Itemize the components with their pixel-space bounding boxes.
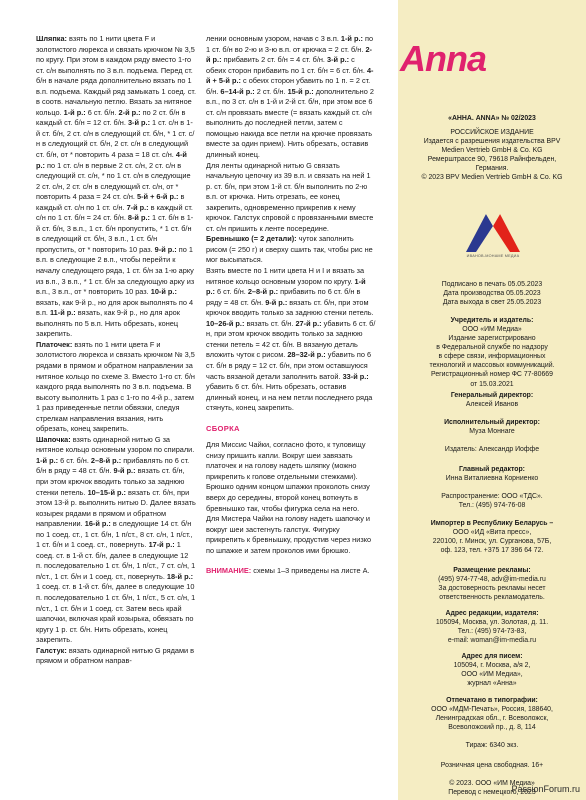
instruction-label: Бревнышко (= 2 детали): (206, 234, 297, 244)
instruction-text: чуток заполнить рисом (= 250 г) и сверху сшить так, чтобы рис не мог высыпаться. (206, 234, 373, 265)
instruction-label: 17-й р.: (148, 540, 175, 550)
instruction-text: вязать ст. б/н, при этом крючок вводить только за заднюю стенки петель. (36, 466, 185, 497)
instruction-text: вязать ст. б/н, при этом 13-й р. выполнить нитью D. Далее вязать козырек рядами в прямом и обратном направлении. (36, 487, 196, 529)
imprint-block (398, 566, 586, 575)
instruction-text: 6 ст. б/н. (58, 455, 91, 465)
instruction-label: 18-й р.: (166, 571, 194, 581)
imprint-block (398, 492, 586, 510)
instruction-text: убавить 6 ст. б/н, при этом крючок вводить только за заднюю стенки петель = 42 ст. б/н. В вязаную деталь вложить чуток с рисом. (206, 318, 376, 360)
imprint-line: Германия. (475, 165, 509, 173)
imprint-block (398, 391, 586, 400)
instruction-text: взять одинарной нитью G за нитяное кольцо основным узором по спирали. (36, 434, 195, 455)
imprint-line: Издается с разрешения издательства BPV (423, 138, 561, 146)
instruction-text: Для Миссис Чайки, согласно фото, к туловищу снизу пришить капли. Вокруг шеи завязать платочек и на голову надеть шляпку (можно прикрепить к голове отдельными стежками). Брюшко одним концом шпажки проколоть снизу вверх до середины, второй конец воткнуть в бревнышко так, чтобы фигурка села на него. (206, 440, 370, 513)
instruction-label: Платочек: (36, 339, 73, 349)
instruction-text: 1 соед. ст. в 1-й ст. б/н, далее в следующие 10 п. последовательно 1 ст. б/н, 1 п/ст., 5 ст. с/н, 1 п/ст., 1 ст. б/н и 1 соед. ст. Затем весь край шапочки, включая край козырька, обвязать по кругу 1 р. ст. б/н. Нить обрезать, конец закрепить. (36, 582, 196, 645)
instruction-paragraph (206, 234, 376, 266)
instruction-text: 1 ст. с/н в 1-й ст. б/н, 2 ст. с/н в следующий ст. б/н, * 1 ст. с/н в следующий ст. б/н, 2 ст. с/н в следующий ст. б/н, от * повторить 4 раза = 18 ст. с/н. (36, 118, 195, 160)
imprint-line: Муза Моннаге (469, 428, 515, 435)
imprint-line: в сфере связи, информационных (438, 353, 546, 361)
instruction-label: 28–32-й р.: (287, 350, 326, 360)
instruction-text: 1 ст. б/н в 1-й ст. б/н, 3 в.п., 1 ст. б/н пропустить, * 1 ст. б/н в следующий ст. б/н, 3 в.п., 1 ст. б/н пропустить, от * повторить 10 раз. (36, 213, 194, 254)
instruction-label: Галстук: (36, 645, 67, 655)
instruction-text: по 1 в.п. в следующие 2 в.п., чтобы перейти к началу следующего ряда, 1 ст. б/н за 1-ю арку из в.п., 3 в.п., * 1 ст. б/н за следующую арку из в.п., 3 в.п., от * повторить 10 раз. (36, 244, 195, 297)
instruction-text: Взять вместе по 1 нити цвета H и I и вязать за нитяное кольцо основным узором по кругу. (206, 266, 365, 286)
imprint-line: Подписано в печать 05.05.2023 (441, 281, 543, 288)
instruction-label: 16-й р.: (84, 519, 111, 529)
instruction-label: 5-й + 6-й р.: (136, 192, 179, 202)
instruction-paragraph (36, 34, 196, 340)
instruction-text: вязать, как 9-й р., но для арок выполнять по 4 в.п. (36, 297, 194, 318)
instruction-label: 8-й р.: (127, 213, 150, 223)
instruction-text: с обеих сторон убавить по 1 п. = 2 ст. б/н. (206, 76, 371, 96)
imprint-line: журнал «Анна» (467, 680, 517, 688)
instruction-text: по 1 ст. с/н в первые 2 ст. с/н, 2 ст. с/н в следующий ст. с/н, * по 1 ст. с/н в следующие 2 ст. с/н, 2 ст. с/н в следующий ст. с/н, от * повторить 4 раза = 24 ст. с/н. (36, 160, 191, 202)
instruction-paragraph (206, 514, 376, 556)
imprint-line: ООО «ИМ Медиа» (462, 326, 522, 333)
instruction-label: 7-й р.: (126, 202, 149, 212)
imprint-block (398, 741, 586, 750)
imprint-line: Учредитель и издатель: (450, 317, 534, 324)
imprint-line: 105094, Москва, ул. Золотая, д. 11. (435, 619, 549, 626)
instruction-label: 4-й р.: (36, 150, 187, 170)
instruction-label: 2-й р.: (206, 44, 372, 65)
imprint-line: Тираж: 6340 экз. (465, 742, 519, 749)
instruction-label: 1-й р.: (340, 34, 363, 43)
instruction-text: убавить по 6 ст. б/н в ряду = 12 ст. б/н, при этом оставшуюся часть вязаной детали заполнить ватой. (206, 350, 372, 381)
instruction-text: по 1 ст. б/н во 2-ю и 3-ю в.п. от крючка = 2 ст. б/н. (206, 34, 374, 54)
imprint-block (398, 661, 586, 688)
imprint-block (398, 474, 586, 483)
imprint-line: Регистрационный номер ФС 77-80669 (431, 371, 553, 379)
imprint-line: Издание зарегистрировано (448, 335, 536, 343)
section-title-assembly: СБОРКА (206, 423, 240, 433)
instruction-text: 6 ст. б/н. (214, 287, 248, 297)
imprint-line: ООО «МДМ-Печать», Россия, 188640, (431, 706, 553, 713)
instruction-text: 2 ст. б/н. (254, 86, 288, 96)
instruction-text: взять по 1 нити цвета F и золотистого люрекса и связать крючком № 3,5 по кругу. При этом в каждом ряду вместо 1-го ст. с/н выполнять по 3 в.п. подъема. Перед ст. б/н в начале ряда дополнительно вязать по 1 в.п. подъема. Каждый ряд замыкать 1 соед. ст. в соотв. начальную петлю. Вязать за нитяное кольцо. (36, 34, 197, 117)
instruction-label: 10–26-й р.: (206, 318, 245, 328)
instruction-text: вязать ст. б/н. (244, 318, 296, 328)
imprint-line: от 15.03.2021 (470, 380, 514, 388)
imprint-line: © 2023 BPV Medien Vertrieb GmbH & Co. KG (421, 174, 563, 182)
instruction-paragraph (206, 34, 376, 161)
instruction-text: по 2 ст. б/н в каждый ст. б/н = 12 ст. б/н. (36, 107, 186, 128)
imprint-line: Алексей Иванов (465, 401, 519, 408)
instructions-part-b (206, 440, 376, 556)
imprint-line: Исполнительный директор: (444, 419, 540, 426)
imprint-line: Всеволожский пр., д. 8, 114 (448, 724, 536, 732)
imprint-block (398, 418, 586, 427)
instruction-paragraph (36, 435, 196, 646)
instruction-label: Шляпка: (36, 34, 67, 43)
instruction-paragraph (206, 161, 376, 235)
imprint-block (398, 465, 586, 474)
instruction-label: 3-й р.: (127, 118, 151, 128)
instruction-text: убавить 6 ст. б/н. Нить обрезать, оставив длинный конец, и на нем петли последнего ряда стянуть, конец закрепить. (206, 382, 373, 413)
imprint-line: Отпечатано в типографии: (446, 697, 538, 704)
imprint-line: e-mail: woman@im-media.ru (447, 637, 537, 645)
imprint-block (398, 528, 586, 555)
instruction-label: Шапочка: (36, 434, 71, 444)
imprint-line: (495) 974-77-48, adv@im-media.ru (438, 576, 546, 583)
instruction-text: в каждый ст. с/н по 1 ст. б/н = 24 ст. б/н. (36, 202, 193, 223)
imprint-line: РОССИЙСКОЕ ИЗДАНИЕ (450, 129, 534, 136)
imprint-line: Тел.: (495) 974-76-08 (458, 502, 526, 510)
instruction-paragraph (206, 440, 376, 514)
imprint-line: 220100, г. Минск, ул. Сурганова, 57Б, (432, 538, 552, 546)
instruction-text: лении основным узором, начав с 3 в.п. (206, 34, 341, 43)
instruction-label: 1-й р.: (63, 107, 86, 117)
instruction-text: вязать одинарной нитью G рядами в прямом и обратном направ- (36, 645, 195, 666)
instructions-column-1 (36, 34, 196, 667)
instruction-text: прибавлять по 6 ст. б/н в ряду = 48 ст. б/н. (36, 455, 190, 476)
site-watermark: PassionForum.ru (511, 784, 580, 794)
imprint-block (398, 128, 586, 183)
imprint-line: Издатель: Александр Иоффе (444, 446, 540, 453)
imprint-line: Дата производства 05.05.2023 (443, 290, 541, 298)
imprint-line: Распространение: ООО «ТДС». (441, 493, 543, 500)
imprint-line: Импортер в Республику Беларусь – (430, 520, 554, 527)
note-paragraph (206, 566, 376, 577)
imprint-block (398, 114, 586, 123)
instruction-label: 3-й р.: (327, 55, 350, 65)
instruction-label: 1-й р.: (36, 455, 59, 465)
anna-logo: Anna (400, 38, 486, 79)
imprint-line: в Федеральной службе по надзору (436, 344, 548, 352)
imprint-block (398, 575, 586, 602)
instruction-label: 9-й р.: (113, 466, 136, 476)
instruction-text: в следующие 14 ст. б/н по 1 соед. ст., 1 ст. б/н, 1 п/ст., 8 ст. с/н, 1 п/ст., 1 ст. б/н и 1 соед. ст., повернуть. (36, 519, 193, 550)
imprint-line: Адрес редакции, издателя: (445, 610, 539, 617)
instruction-paragraph (36, 340, 196, 435)
imprint-block (398, 618, 586, 645)
instruction-label: 2-й р.: (118, 107, 141, 117)
imprint-block (398, 445, 586, 454)
emblem-caption: ИВАНОВ-МОНАМЕ МЕДИА (466, 254, 520, 258)
imprint-line: Адрес для писем: (461, 653, 523, 660)
instruction-label: 2–8-й р.: (90, 455, 122, 465)
imprint-line: технологий и массовых коммуникаций. (429, 362, 555, 370)
instruction-label: 4-й + 5-й р.: (206, 65, 374, 86)
instruction-label: 6–14-й р.: (220, 86, 255, 96)
instruction-label: 10-й р.: (150, 287, 177, 297)
imprint-line: оф. 123, тел. +375 17 396 64 72. (440, 547, 544, 555)
imprint-line: Размещение рекламы: (453, 567, 531, 574)
instruction-text: 1 соед. ст. в 1-й ст. б/н, далее в следующие 12 п. последовательно 1 ст. б/н, 1 п/ст., 7 ст. с/н, 1 п/ст., 1 ст. б/н и 1 соед. ст., повернуть. (36, 540, 196, 581)
emblem-red-shape (493, 214, 520, 252)
imprint-line: Medien Vertrieb GmbH & Co. KG (441, 147, 543, 155)
instruction-text: взять по 1 нити цвета F и золотистого люрекса и связать крючком № 3,5 рядами в прямом и обратном направлении за нитяное кольцо по схеме 3. Вместо 1-го ст. б/н каждого ряда выполнять по 3 в.п. подъема. В высоту выполнить 1 раз с 1-го по 4-й р., затем 1 раз приведенные петли обвязки, следуя стрелкам направления вязания, нить обрезать, конец закрепить. (36, 339, 195, 434)
imprint-sidebar (398, 0, 586, 800)
imprint-line: Дата выхода в свет 25.05.2023 (442, 299, 542, 307)
instruction-text: Для Мистера Чайки на голову надеть шапочку и вокруг шеи застегнуть галстук. Фигурку прикрепить к бревнышку, продустив через низко по шпажке и затем проколов ими брюшко. (206, 514, 372, 555)
instruction-label: 11-й р.: (50, 308, 76, 318)
note-text: схемы 1–3 приведены на листе А. (251, 566, 370, 576)
imprint-line: ООО «ИМ Медиа», (461, 671, 523, 679)
instruction-label: 2–8-й р.: (247, 287, 279, 297)
instruction-text: в каждый ст. с/н по 1 ст. с/н. (36, 192, 185, 212)
imprint-block (398, 761, 586, 770)
imprint-line: Тел.: (495) 974-73-83, (457, 628, 527, 636)
instruction-text: вязать, как 9-й р., но для арок выполнять по 5 в.п. Нить обрезать, конец закрепить. (36, 308, 180, 339)
imprint-line: 105094, г. Москва, а/я 2, (453, 662, 531, 669)
imprint-line: Перевод с немецкого, 2023 (448, 789, 536, 797)
instruction-label: 27-й р.: (295, 318, 322, 328)
instruction-text: 6 ст. б/н. (85, 107, 119, 117)
instruction-text: прибавить по 6 ст. б/н в ряду = 48 ст. б/н. (206, 287, 361, 307)
imprint-line: Генеральный директор: (450, 392, 534, 399)
instruction-label: 9-й р.: (154, 244, 177, 254)
imprint-block (398, 280, 586, 307)
instruction-label: 1-й р.: (206, 276, 366, 297)
emblem-blue-shape (466, 214, 493, 252)
imprint-block (398, 316, 586, 325)
instruction-text: Для ленты одинарной нитью G связать начальную цепочку из 39 в.п. и связать на ней 1 р. ст. б/н, при этом 1-й ст. б/н выполнить по 2-ю в.п. от крючка. Нить отрезать, ее конец закрепить, одновременно прикрепив к нему крючок. Галстук спровой с провязанными вместе ст. с/н пришить к ленте посередине. (206, 160, 374, 233)
instruction-paragraph (36, 646, 196, 667)
imprint-block (398, 519, 586, 528)
instruction-label: 33-й р.: (342, 371, 369, 381)
imprint-block (398, 427, 586, 436)
instruction-text: дополнительно 2 в.п., по 3 ст. с/н в 1-й и 2-й ст. б/н, при этом все 6 ст. с/н провязать вместе (= вязать каждый ст. с/н выполнить до последней петли, затем с помощью накида все петли на крючке провязать вместе за один прием). Нить обрезать, оставив длинный конец. (206, 86, 374, 160)
instruction-text: прибавить 2 ст. б/н = 4 ст. б/н. (221, 55, 327, 65)
instruction-label: 9-й р.: (265, 297, 288, 307)
imprint-block (398, 705, 586, 732)
imprint-line: Розничная цена свободная. 16+ (440, 762, 544, 769)
imprint-line: ООО «ИД «Вита пресс», (452, 529, 532, 536)
instruction-label: 10–15-й р.: (87, 487, 126, 497)
imprint-block (398, 609, 586, 618)
imprint-line: ответственность рекламодатель. (439, 594, 545, 602)
instruction-text: вязать ст. б/н, при этом крючок вводить только за заднюю стенки петель. (206, 297, 374, 318)
imprint-line: Главный редактор: (459, 466, 525, 473)
imprint-line: © 2023. ООО «ИМ Медиа» (449, 780, 535, 787)
imprint-line: Инна Виталиевна Корниенко (445, 475, 539, 482)
instructions-column-2 (206, 34, 376, 577)
imprint-line: «АННА. ANNA» № 02/2023 (448, 115, 536, 122)
imprint-block (398, 325, 586, 389)
instruction-text: с обеих сторон прибавить по 1 ст. б/н = 6 ст. б/н. (206, 55, 367, 75)
imprint-line: За достоверность рекламы несет (438, 585, 546, 593)
publisher-emblem-icon (466, 208, 520, 252)
imprint-line: Ремерштрассе 90, 79618 Райнфельден, (427, 156, 557, 164)
imprint-block (398, 696, 586, 705)
imprint-block (398, 400, 586, 409)
instruction-paragraph (206, 266, 376, 414)
imprint-block (398, 652, 586, 661)
instruction-label: 15-й р.: (287, 86, 314, 96)
note-label: ВНИМАНИЕ: (206, 566, 252, 576)
imprint-line: Ленинградская обл., г. Всеволожск, (435, 715, 549, 723)
instructions-part-a (206, 34, 376, 414)
